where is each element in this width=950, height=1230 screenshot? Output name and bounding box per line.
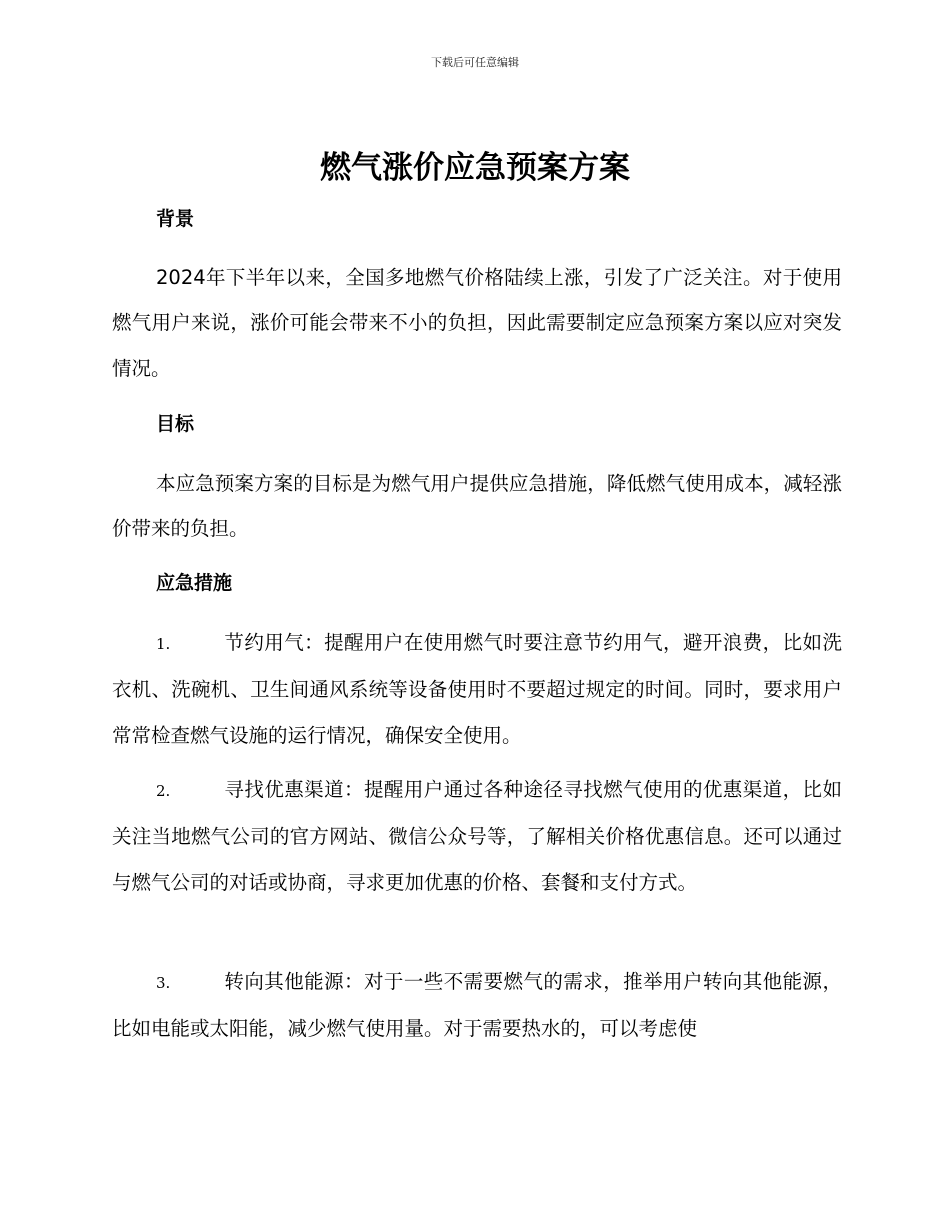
list-item xyxy=(112,959,842,1052)
background-paragraph: 2024年下半年以来，全国多地燃气价格陆续上涨，引发了广泛关注。对于使用燃气用户来说，涨价可能会带来不小的负担，因此需要制定应急预案方案以应对突发情况。 xyxy=(112,266,842,380)
section-heading-background: 背景 xyxy=(156,208,195,230)
list-number: 3. xyxy=(156,974,171,992)
list-number: 2. xyxy=(156,782,171,800)
document-title: 燃气涨价应急预案方案 xyxy=(320,150,630,186)
list-item xyxy=(112,620,842,758)
section-heading-goal: 目标 xyxy=(156,413,195,435)
list-item-text: 寻找优惠渠道：提醒用户通过各种途径寻找燃气使用的优惠渠道，比如关注当地燃气公司的官方网站、微信公众号等，了解相关价格优惠信息。还可以通过与燃气公司的对话或协商，寻求更加优惠的价格、套餐和支付方式。 xyxy=(112,778,842,894)
section-heading-measures: 应急措施 xyxy=(156,572,233,594)
list-number: 1. xyxy=(156,635,171,653)
list-item xyxy=(112,767,842,905)
goal-paragraph: 本应急预案方案的目标是为燃气用户提供应急措施，降低燃气使用成本，减轻涨价带来的负担。 xyxy=(112,472,842,541)
list-item-text: 转向其他能源：对于一些不需要燃气的需求，推举用户转向其他能源，比如电能或太阳能，减少燃气使用量。对于需要热水的，可以考虑使 xyxy=(112,970,842,1041)
list-item-text: 节约用气：提醒用户在使用燃气时要注意节约用气，避开浪费，比如洗衣机、洗碗机、卫生间通风系统等设备使用时不要超过规定的时间。同时，要求用户常常检查燃气设施的运行情况，确保安全使用。 xyxy=(112,631,842,747)
page-header: 下载后可任意编辑 xyxy=(431,56,519,69)
